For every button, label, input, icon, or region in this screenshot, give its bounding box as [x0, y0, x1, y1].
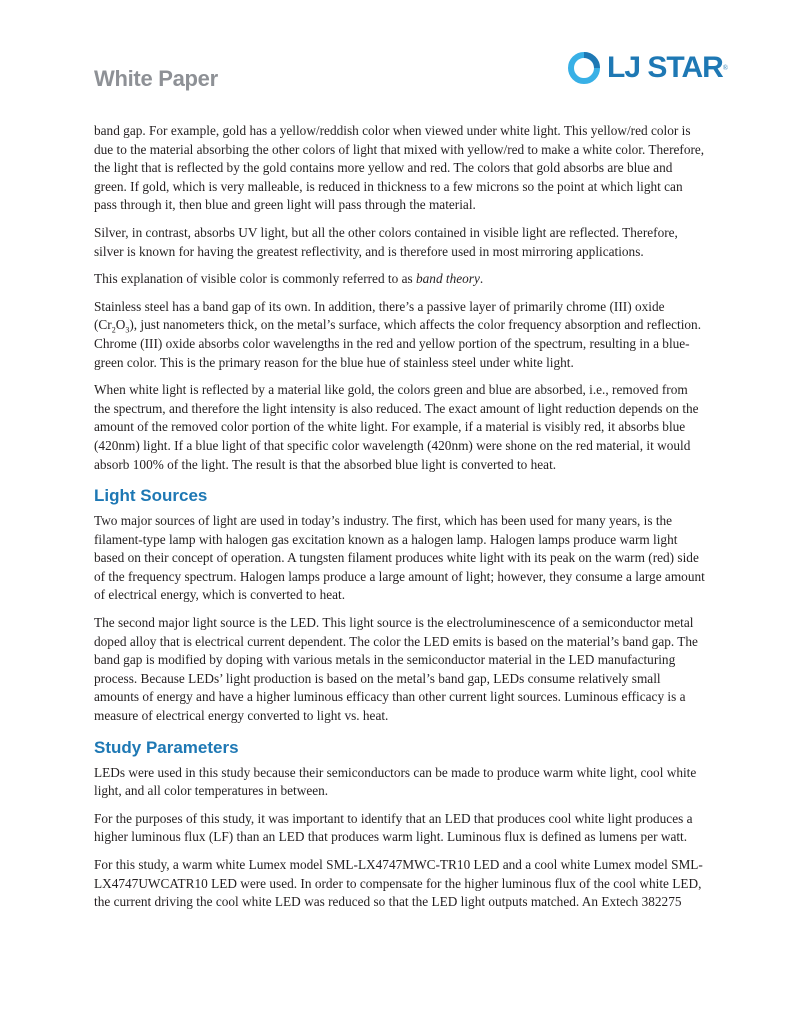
- text-run: ), just nanometers thick, on the metal’s surface, which affects the color frequency absorption and reflection. Chrome (III) oxide absorbs color wavelengths in the red and yellow portion of the spectrum, resulting in a blue-green color. This is the primary reason for the blue hue of stainless steel under white light.: [94, 317, 702, 370]
- paragraph: [94, 270, 706, 289]
- company-logo: [567, 48, 728, 88]
- paragraph: Two major sources of light are used in today’s industry. The first, which has been used for many years, is the filament-type lamp with halogen gas excitation known as a halogen lamp. Halogen lamps produce warm light based on their concept of operation. A tungsten filament produces white light with its peak on the warm (red) side of the frequency spectrum. Halogen lamps produce a large amount of light; however, they consume a large amount of electrical energy, which is converted to heat.: [94, 513, 705, 603]
- text-run: This explanation of visible color is commonly referred to as: [94, 271, 416, 287]
- logo-wordmark: LJ STAR: [607, 51, 723, 84]
- paragraph: LEDs were used in this study because their semiconductors can be made to produce warm white light, cool white light, and all color temperatures in between.: [94, 764, 697, 799]
- text-run: .: [479, 271, 484, 287]
- section-heading-light-sources: Light Sources: [94, 486, 208, 506]
- paragraph: When white light is reflected by a material like gold, the colors green and blue are absorbed, i.e., removed from the spectrum, and therefore the light intensity is also reduced. The exact amount of light reduction depends on the amount of the removed color portion of the white light. For example, if a material is visibly red, it absorbs blue (420nm) light. If a blue light of that specific color wavelength (420nm) were shone on the red material, it would absorb 100% of the light. The result is that the absorbed blue light is converted to heat.: [94, 382, 699, 472]
- text-run: Stainless steel has a band gap of its own. In addition, there’s a passive layer of primarily chrome (III) oxide (Cr: [94, 298, 665, 333]
- section-heading-study-parameters: Study Parameters: [94, 737, 239, 757]
- paragraph: The second major light source is the LED. This light source is the electroluminescence of a semiconductor metal doped alloy that is electrical current dependent. The color the LED emits is based on the material’s band gap. The band gap is modified by doping with various metals in the semiconductor material in the LED manufacturing process. Because LEDs’ light production is based on the metal’s band gap, LEDs consume relatively small amounts of energy and have a higher luminous efficacy than other current light sources. Luminous efficacy is a measure of electrical energy converted to light vs. heat.: [94, 615, 698, 724]
- lj-star-ring-icon: [567, 51, 601, 85]
- emphasized-term: band theory: [416, 271, 480, 287]
- paragraph: Silver, in contrast, absorbs UV light, but all the other colors contained in visible light are reflected. Therefore, silver is known for having the greatest reflectivity, and is therefore used in most mirroring applications.: [94, 224, 678, 259]
- paragraph: band gap. For example, gold has a yellow/reddish color when viewed under white light. This yellow/red color is due to the material absorbing the other colors of light that mixed with yellow/red to make a white color. Therefore, the light that is reflected by the gold contains more yellow and red. The colors that gold absorbs are blue and green. If gold, which is very malleable, is reduced in thickness to a few microns so the point at which light can pass through it, then blue and green light will pass through the material.: [94, 123, 705, 213]
- paragraph: For this study, a warm white Lumex model SML-LX4747MWC-TR10 LED and a cool white Lumex model SML-LX4747UWCATR10 LED were used. In order to compensate for the higher luminous flux of the cool white LED, the current driving the cool white LED was reduced so that the LED light outputs matched. An Extech 382275: [94, 857, 703, 910]
- paragraph: For the purposes of this study, it was important to identify that an LED that produces cool white light produces a higher luminous flux (LF) than an LED that produces warm light. Luminous flux is defined as lumens per watt.: [94, 810, 693, 845]
- text-run: O: [115, 317, 126, 333]
- subscript: 2: [111, 326, 116, 335]
- document-body: [94, 122, 706, 921]
- subscript: 3: [125, 326, 130, 335]
- registered-mark: ®: [722, 64, 729, 72]
- paragraph: [94, 298, 706, 372]
- document-type-title: White Paper: [94, 66, 218, 91]
